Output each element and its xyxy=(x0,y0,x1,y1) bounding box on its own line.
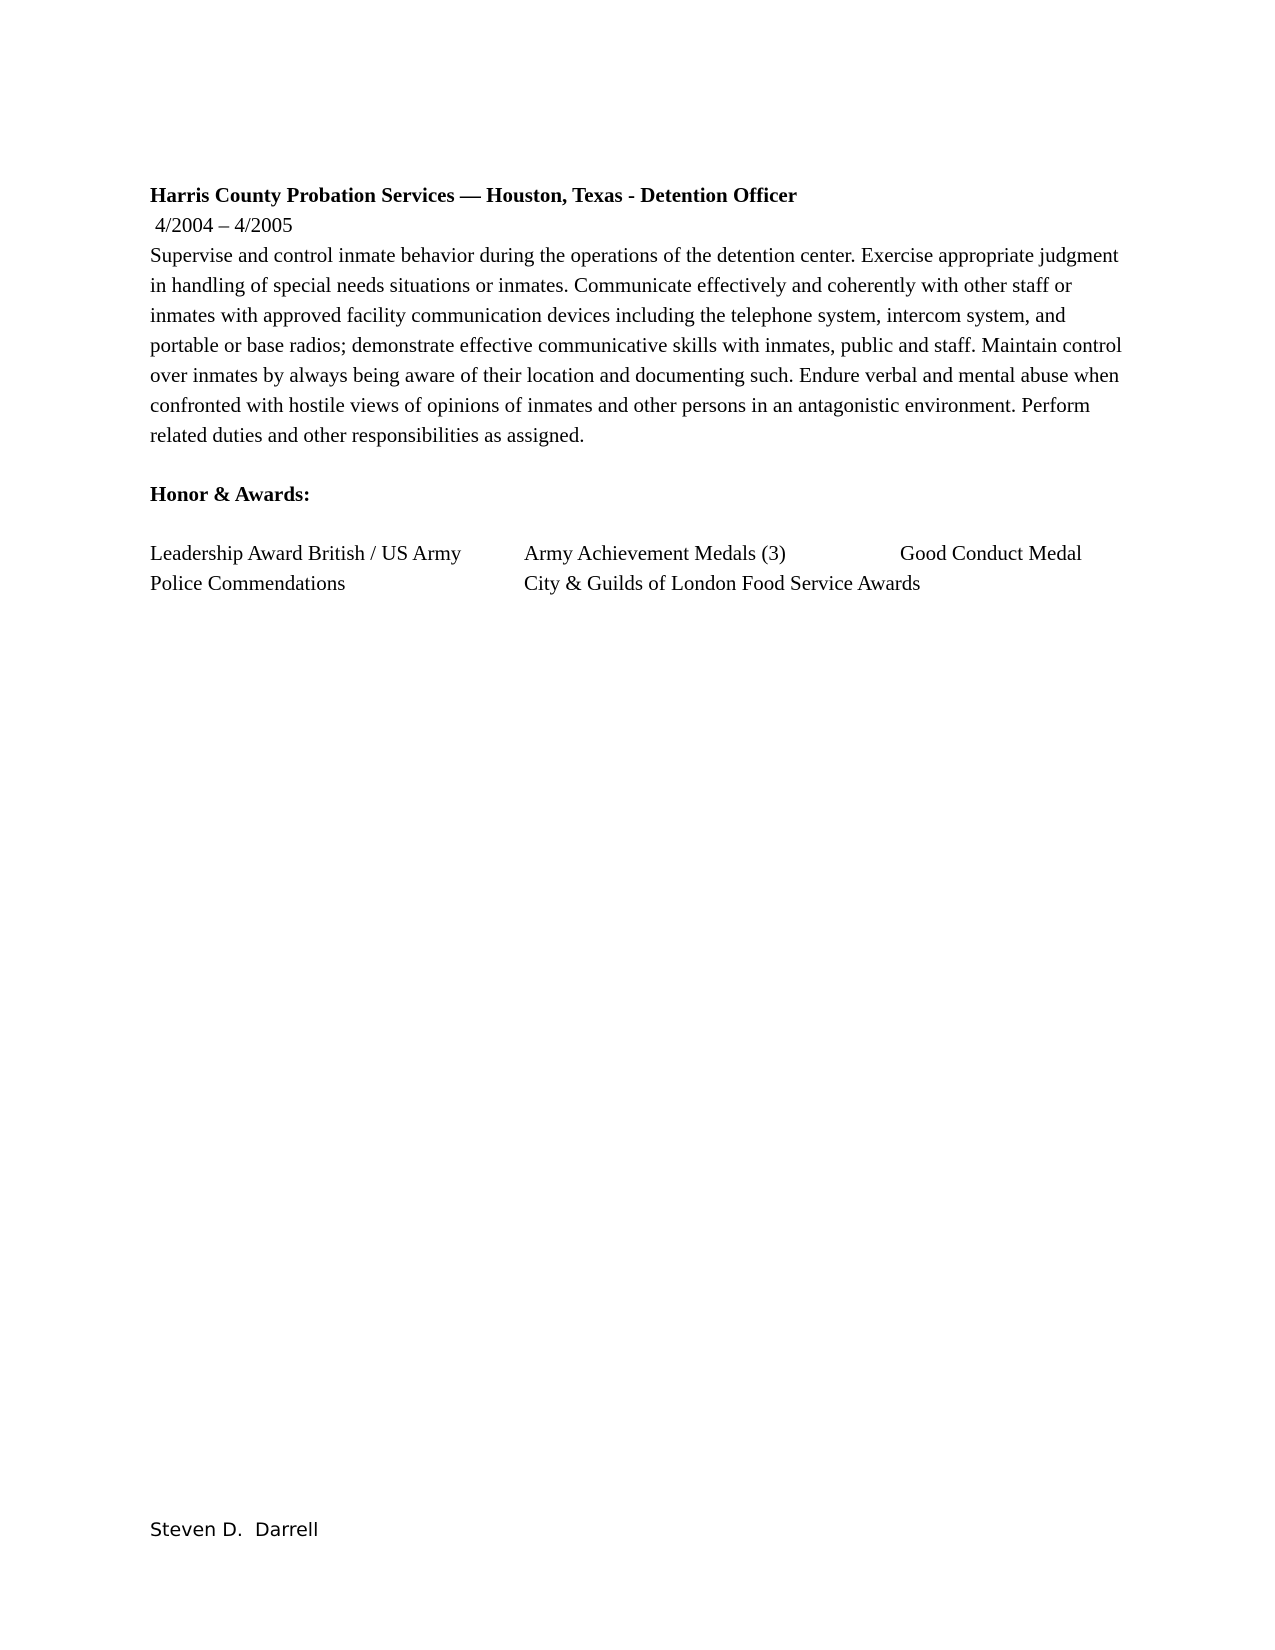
awards-heading: Honor & Awards: xyxy=(150,482,311,506)
award-item: Good Conduct Medal xyxy=(900,541,1082,565)
award-item: City & Guilds of London Food Service Awards xyxy=(524,571,921,595)
award-item: Police Commendations xyxy=(150,571,346,595)
resume-content xyxy=(150,180,1130,598)
job-title: Harris County Probation Services — Houston, Texas - Detention Officer xyxy=(150,183,798,207)
award-item: Army Achievement Medals (3) xyxy=(524,541,786,565)
job-description: Supervise and control inmate behavior during the operations of the detention center. Exercise appropriate judgment in handling of special needs situations or inmates. Communicate effectively and coherently with other staff or inmates with approved facility communication devices including the telephone system, intercom system, and portable or base radios; demonstrate effective communicative skills with inmates, public and staff. Maintain control over inmates by always being aware of their location and documenting such. Endure verbal and mental abuse when confronted with hostile views of opinions of inmates and other persons in an antagonistic environment. Perform related duties and other responsibilities as assigned. xyxy=(150,243,1122,447)
job-dates: 4/2004 – 4/2005 xyxy=(155,213,293,237)
footer-name: Steven D. Darrell xyxy=(150,1519,319,1541)
awards-list xyxy=(150,538,1130,598)
award-item: Leadership Award British / US Army xyxy=(150,541,462,565)
